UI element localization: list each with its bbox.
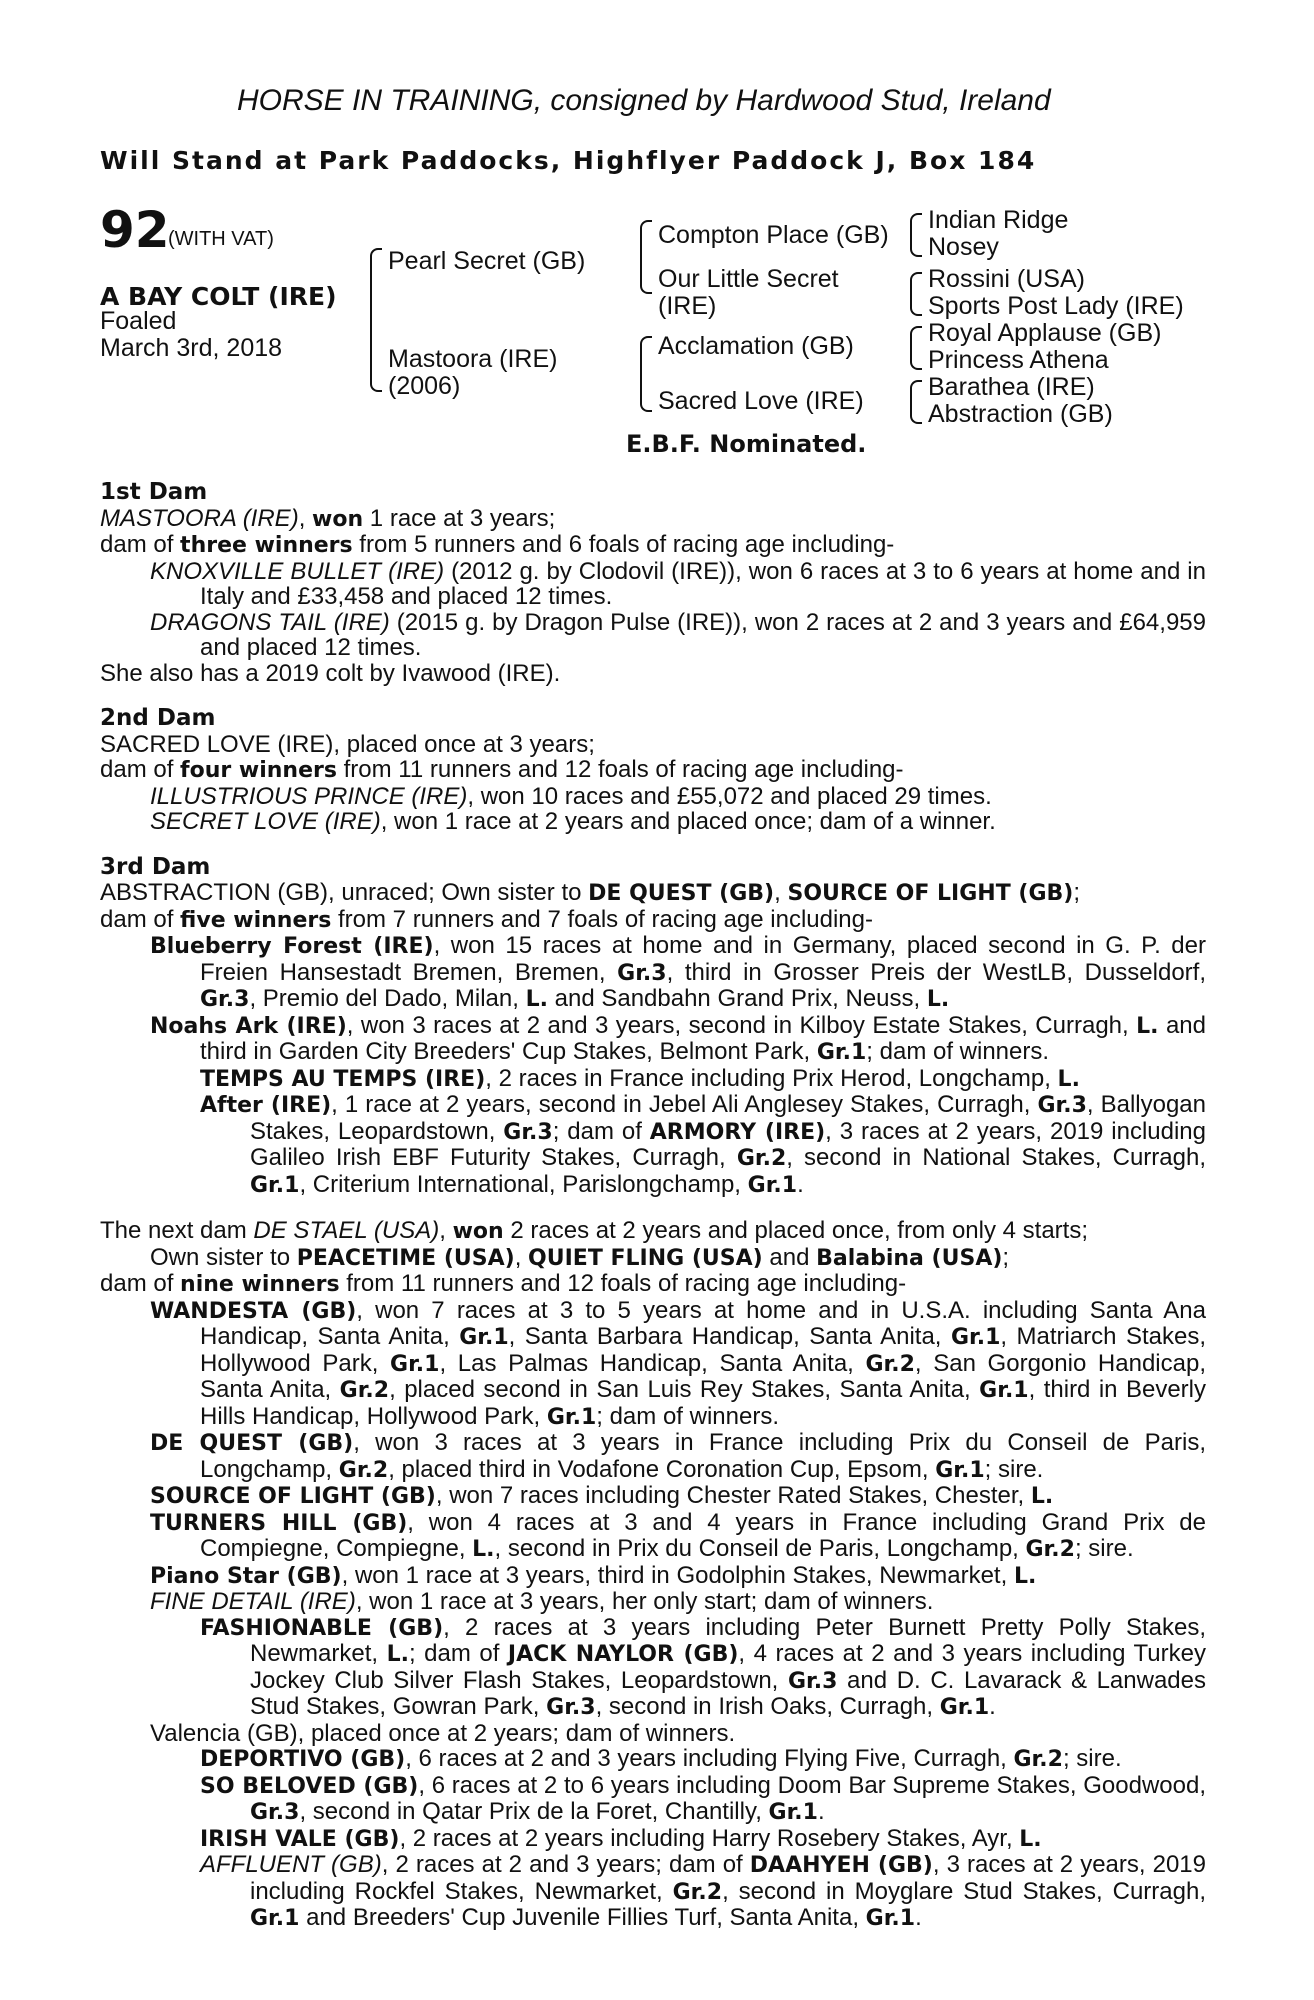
text: , won 4 races at 3 and 4 years in France including Grand Prix de Compiegne, Compiegne,	[200, 1508, 1206, 1562]
pedigree-dam-sire: Acclamation (GB)	[658, 332, 854, 360]
progeny-name: ARMORY (IRE)	[649, 1119, 826, 1145]
pedigree-brace-sire	[640, 220, 652, 294]
progeny-name: ILLUSTRIOUS PRINCE (IRE)	[150, 782, 468, 810]
text: dam of	[100, 905, 181, 933]
grade: Gr.3	[200, 987, 250, 1012]
text: , won 3 races at 2 and 3 years, second in Kilboy Estate Stakes, Curragh,	[346, 1011, 1137, 1039]
text: dam of	[100, 756, 181, 783]
text: , won 7 races including Chester Rated Stakes, Chester,	[435, 1482, 1031, 1509]
pedigree-g8: Abstraction (GB)	[928, 400, 1113, 428]
text: , Santa Barbara Handicap, Santa Anita,	[508, 1323, 951, 1350]
foaled-date: March 3rd, 2018	[100, 334, 283, 362]
progeny-record: (2015 g. by Dragon Pulse (IRE)), won 2 races at 2 and 3 years and £64,959 and placed 12 times.	[200, 608, 1206, 661]
pedigree-brace-dam	[640, 336, 652, 412]
text: ; dam of winners.	[596, 1402, 779, 1430]
first-dam-closing: She also has a 2019 colt by Ivawood (IRE).	[100, 659, 561, 687]
grade: Gr.3	[503, 1119, 553, 1145]
text: .	[989, 1693, 996, 1720]
text: ABSTRACTION (GB), unraced; Own sister to	[100, 879, 589, 906]
text: , Las Palmas Handicap, Santa Anita,	[439, 1349, 866, 1377]
text: ; sire.	[984, 1455, 1044, 1483]
pedigree-sire-sire: Compton Place (GB)	[658, 221, 889, 249]
next-dam-produce-summary	[100, 1271, 1206, 1298]
text: , placed second in San Luis Rey Stakes, Santa Anita,	[389, 1376, 980, 1403]
progeny-name: SOURCE OF LIGHT (GB)	[150, 1484, 436, 1509]
first-dam-produce-summary	[100, 532, 1206, 559]
grade: L.	[1013, 1563, 1037, 1589]
progeny-deportivo	[100, 1746, 1206, 1773]
text: ;	[1073, 879, 1080, 906]
text: , third in Beverly Hills Handicap, Hollywood Park,	[200, 1376, 1206, 1430]
text: , won 7 races at 3 to 5 years at home and in U.S.A. including Santa Ana Handicap, Santa Anita,	[200, 1296, 1206, 1350]
text: , Criterium International, Parislongchamp,	[299, 1170, 748, 1198]
catalogue-body	[100, 480, 1206, 1932]
pedigree-g6: Princess Athena	[928, 346, 1109, 374]
winners-count: five winners	[180, 907, 332, 933]
winners-count: nine winners	[180, 1272, 340, 1297]
progeny-name: Blueberry Forest (IRE)	[150, 934, 434, 959]
grade: L.	[1019, 1826, 1042, 1852]
grade: Gr.2	[736, 1146, 787, 1171]
third-dam-produce-summary	[100, 907, 1206, 934]
grade: Gr.1	[865, 1906, 916, 1931]
text: Own sister to	[150, 1243, 297, 1271]
pedigree-brace-g2	[910, 272, 922, 316]
grade: Gr.1	[546, 1404, 597, 1430]
grade: Gr.3	[250, 1800, 300, 1825]
text: and D. C. Lavarack & Lanwades Stud Stakes, Gowran Park,	[250, 1666, 1206, 1720]
text: , won 1 race at 3 years, her only start; dam of winners.	[355, 1588, 934, 1615]
pedigree-dam-dam: Sacred Love (IRE)	[658, 387, 864, 415]
grade: Gr.3	[1037, 1093, 1087, 1118]
grade: L.	[525, 987, 548, 1012]
text: ,	[439, 1217, 453, 1244]
progeny-piano-star	[100, 1563, 1206, 1590]
pedigree-sire-dam	[658, 266, 839, 320]
progeny-name: IRISH VALE (GB)	[200, 1826, 400, 1852]
second-dam-intro: SACRED LOVE (IRE), placed once at 3 years;	[100, 730, 595, 758]
grade: Gr.1	[459, 1325, 509, 1350]
first-dam-intro: MASTOORA (IRE), won 1 race at 3 years;	[100, 504, 556, 532]
grade: Gr.3	[787, 1668, 838, 1694]
grade: Gr.2	[339, 1378, 390, 1403]
progeny-de-quest	[100, 1430, 1206, 1483]
progeny-name: WANDESTA (GB)	[150, 1298, 357, 1324]
text: , 2 races at 2 and 3 years; dam of	[381, 1851, 750, 1878]
progeny-temps-au-temps	[100, 1066, 1206, 1093]
grade: Gr.1	[979, 1378, 1029, 1403]
text: , 1 race at 2 years, second in Jebel Ali Anglesey Stakes, Curragh,	[331, 1091, 1038, 1118]
progeny-turners-hill	[100, 1510, 1206, 1563]
progeny-noahs-ark	[100, 1013, 1206, 1066]
text: , won 3 races at 3 years in France including Prix du Conseil de Paris, Longchamp,	[200, 1429, 1206, 1483]
progeny-name: SO BELOVED (GB)	[200, 1773, 419, 1799]
progeny-name: SECRET LOVE (IRE)	[150, 808, 381, 835]
text: dam of	[100, 531, 181, 558]
next-dam-intro	[100, 1218, 1206, 1245]
text: , won 15 races at home and in Germany, placed second in G. P. der Freien Hansestadt Bremen, Bremen,	[200, 932, 1206, 986]
first-dam-progeny-2	[100, 610, 1206, 661]
progeny-name: Piano Star (GB)	[150, 1563, 342, 1589]
text: and	[762, 1243, 817, 1271]
second-dam-progeny-2	[100, 809, 1206, 835]
text: ; sire.	[1074, 1535, 1134, 1562]
grade: Gr.1	[950, 1325, 1001, 1350]
lot-number: 92	[100, 201, 170, 259]
progeny-name: DEPORTIVO (GB)	[200, 1747, 406, 1772]
grade: Gr.1	[250, 1172, 300, 1198]
text: , third in Grosser Preis der WestLB, Dusseldorf,	[666, 958, 1206, 986]
text: from 11 runners and 12 foals of racing age including-	[336, 756, 904, 783]
grade: Gr.2	[672, 1879, 723, 1905]
grade: Gr.1	[768, 1800, 818, 1825]
text: , won 1 race at 3 years, third in Godolphin Stakes, Newmarket,	[341, 1561, 1014, 1589]
grade: Gr.2	[1025, 1537, 1075, 1562]
winners-count: four winners	[180, 758, 337, 783]
text: and Sandbahn Grand Prix, Neuss,	[547, 985, 927, 1012]
progeny-name: FINE DETAIL (IRE)	[150, 1588, 356, 1615]
third-dam-intro	[100, 880, 1206, 907]
pedigree-sire-dam-suffix: (IRE)	[658, 292, 717, 320]
progeny-name: Noahs Ark (IRE)	[150, 1013, 347, 1039]
grade: Gr.3	[546, 1695, 596, 1720]
grade: L.	[926, 987, 950, 1012]
lot-description: A BAY COLT (IRE)	[100, 282, 337, 311]
winners-count: three winners	[180, 533, 353, 558]
first-dam-name: MASTOORA (IRE)	[100, 504, 299, 532]
pedigree-dam-year: (2006)	[388, 372, 461, 400]
grade: Gr.1	[250, 1906, 300, 1931]
progeny-after	[100, 1092, 1206, 1198]
text: , second in Prix du Conseil de Paris, Longchamp,	[494, 1535, 1026, 1562]
pedigree-g7: Barathea (IRE)	[928, 373, 1095, 401]
dam-name: DE STAEL (USA)	[253, 1217, 440, 1244]
text: ; dam of	[408, 1640, 508, 1667]
text: from 7 runners and 7 foals of racing age including-	[331, 905, 873, 933]
text: , second in National Stakes, Curragh,	[786, 1144, 1206, 1171]
text: , 3 races at 2 years, 2019 including Rockfel Stakes, Newmarket,	[250, 1851, 1206, 1905]
grade: Gr.2	[338, 1457, 389, 1483]
won: won	[452, 1219, 504, 1244]
grade: Gr.1	[816, 1040, 867, 1065]
text: ; dam of	[552, 1117, 650, 1145]
first-dam-record: 1 race at 3 years;	[363, 504, 556, 532]
text: , placed third in Vodafone Coronation Cup, Epsom,	[388, 1455, 936, 1483]
progeny-wandesta	[100, 1298, 1206, 1431]
grade: Gr.1	[935, 1457, 985, 1483]
text: , 6 races at 2 to 6 years including Doom Bar Supreme Stakes, Goodwood,	[418, 1771, 1207, 1799]
progeny-fashionable	[100, 1615, 1206, 1721]
pedigree-brace-main	[370, 248, 382, 392]
relative-name: QUIET FLING (USA)	[528, 1245, 763, 1271]
grade: Gr.3	[617, 960, 667, 986]
progeny-name: After (IRE)	[200, 1093, 332, 1118]
progeny-fine-detail	[100, 1589, 1206, 1615]
progeny-so-beloved	[100, 1773, 1206, 1826]
progeny-record: , won 1 race at 2 years and placed once; dam of a winner.	[380, 808, 996, 835]
progeny-source-of-light	[100, 1483, 1206, 1510]
grade: L.	[1030, 1484, 1054, 1509]
text: ; sire.	[1062, 1745, 1122, 1772]
text: , 2 races at 3 years including Peter Burnett Pretty Polly Stakes, Newmarket,	[250, 1613, 1206, 1667]
text: from 5 runners and 6 foals of racing age including-	[352, 531, 895, 558]
third-dam-heading: 3rd Dam	[100, 853, 211, 880]
grade: Gr.2	[1013, 1747, 1063, 1772]
pedigree-brace-g3	[910, 326, 922, 370]
second-dam-produce-summary	[100, 757, 1206, 784]
progeny-name: AFFLUENT (GB)	[200, 1851, 382, 1878]
text: , 3 races at 2 years, 2019 including Galileo Irish EBF Futurity Stakes, Curragh,	[250, 1117, 1206, 1171]
text: .	[817, 1798, 825, 1825]
second-dam-progeny-1	[100, 784, 1206, 810]
grade: Gr.1	[747, 1172, 798, 1198]
text: .	[797, 1170, 804, 1198]
text: ,	[774, 879, 788, 906]
text: , Matriarch Stakes, Hollywood Park,	[200, 1323, 1206, 1377]
grade: Gr.2	[865, 1351, 915, 1377]
text: The next dam	[100, 1217, 254, 1244]
text: , second in Irish Oaks, Curragh,	[595, 1693, 940, 1720]
text: , 6 races at 2 and 3 years including Flying Five, Curragh,	[405, 1745, 1014, 1772]
progeny-name: KNOXVILLE BULLET (IRE)	[150, 557, 445, 585]
progeny-name: TEMPS AU TEMPS (IRE)	[200, 1066, 486, 1092]
foaled-info	[100, 308, 282, 362]
page-title: HORSE IN TRAINING, consigned by Hardwood Stud, Ireland	[237, 84, 1051, 117]
progeny-name: DRAGONS TAIL (IRE)	[150, 608, 390, 636]
grade: Gr.1	[390, 1351, 440, 1377]
pedigree-g3: Rossini (USA)	[928, 265, 1085, 293]
pedigree-sire: Pearl Secret (GB)	[388, 247, 586, 275]
pedigree-dam	[388, 346, 557, 400]
progeny-blueberry-forest	[100, 933, 1206, 1013]
vat-note: (WITH VAT)	[168, 228, 274, 250]
pedigree-g1: Indian Ridge	[928, 206, 1069, 234]
text: .	[915, 1904, 922, 1931]
grade: L.	[1057, 1066, 1080, 1092]
pedigree-brace-g4	[910, 380, 922, 424]
grade: L.	[1136, 1013, 1159, 1039]
foaled-label: Foaled	[100, 307, 177, 335]
text: from 11 runners and 12 foals of racing age including-	[339, 1270, 907, 1297]
text: and third in Garden City Breeders' Cup Stakes, Belmont Park,	[200, 1011, 1206, 1065]
grade: L.	[386, 1642, 409, 1667]
text: and Breeders' Cup Juvenile Fillies Turf, Santa Anita,	[299, 1904, 866, 1931]
progeny-name: TURNERS HILL (GB)	[150, 1510, 408, 1536]
text: , 2 races in France including Prix Herod, Longchamp,	[485, 1064, 1058, 1092]
text: , second in Moyglare Stud Stakes, Curragh,	[722, 1877, 1206, 1905]
text: , 4 races at 2 and 3 years including Turkey Jockey Club Silver Flash Stakes, Leopardstown,	[250, 1640, 1206, 1694]
second-dam-heading: 2nd Dam	[100, 705, 216, 731]
progeny-record: (2012 g. by Clodovil (IRE)), won 6 races at 3 to 6 years at home and in Italy and £33,458 and placed 12 times.	[200, 557, 1206, 610]
progeny-name: DAAHYEH (GB)	[749, 1853, 933, 1878]
progeny-name: DE QUEST (GB)	[150, 1431, 354, 1456]
relative-name: DE QUEST (GB)	[588, 881, 775, 906]
text: , second in Qatar Prix de la Foret, Chantilly,	[299, 1798, 769, 1825]
pedigree-brace-g1	[910, 213, 922, 257]
stabling-location: Will Stand at Park Paddocks, Highflyer Paddock J, Box 184	[100, 146, 1037, 175]
ebf-nomination: E.B.F. Nominated.	[626, 430, 867, 458]
first-dam-won: won	[312, 506, 364, 532]
progeny-irish-vale	[100, 1826, 1206, 1853]
text: ,	[514, 1243, 529, 1271]
first-dam-progeny-1	[100, 559, 1206, 610]
pedigree-g2: Nosey	[928, 233, 999, 261]
text: , Premio del Dado, Milan,	[249, 985, 526, 1012]
relative-name: PEACETIME (USA)	[296, 1245, 515, 1271]
pedigree-g4: Sports Post Lady (IRE)	[928, 292, 1184, 320]
pedigree-sire-dam-name: Our Little Secret	[658, 265, 839, 293]
grade: L.	[472, 1537, 495, 1562]
text: dam of	[100, 1270, 181, 1297]
progeny-name: JACK NAYLOR (GB)	[507, 1642, 739, 1667]
first-dam-heading: 1st Dam	[100, 479, 208, 505]
progeny-name: FASHIONABLE (GB)	[200, 1615, 444, 1641]
text: , Ballyogan Stakes, Leopardstown,	[250, 1091, 1207, 1145]
relative-name: SOURCE OF LIGHT (GB)	[787, 881, 1074, 906]
progeny-record: , won 10 races and £55,072 and placed 29 times.	[467, 782, 992, 810]
next-dam-sister	[100, 1245, 1206, 1272]
pedigree-dam-name: Mastoora (IRE)	[388, 345, 558, 373]
grade: Gr.1	[939, 1695, 990, 1720]
text: ; dam of winners.	[866, 1038, 1050, 1065]
pedigree-g5: Royal Applause (GB)	[928, 319, 1162, 347]
text: , 2 races at 2 years including Harry Rosebery Stakes, Ayr,	[399, 1824, 1020, 1852]
relative-name: Balabina (USA)	[816, 1245, 1003, 1271]
text: ;	[1002, 1243, 1010, 1271]
text: 2 races at 2 years and placed once, from only 4 starts;	[503, 1217, 1088, 1244]
text: , San Gorgonio Handicap, Santa Anita,	[200, 1349, 1206, 1403]
progeny-affluent	[100, 1852, 1206, 1932]
progeny-valencia: Valencia (GB), placed once at 2 years; dam of winners.	[150, 1719, 736, 1747]
